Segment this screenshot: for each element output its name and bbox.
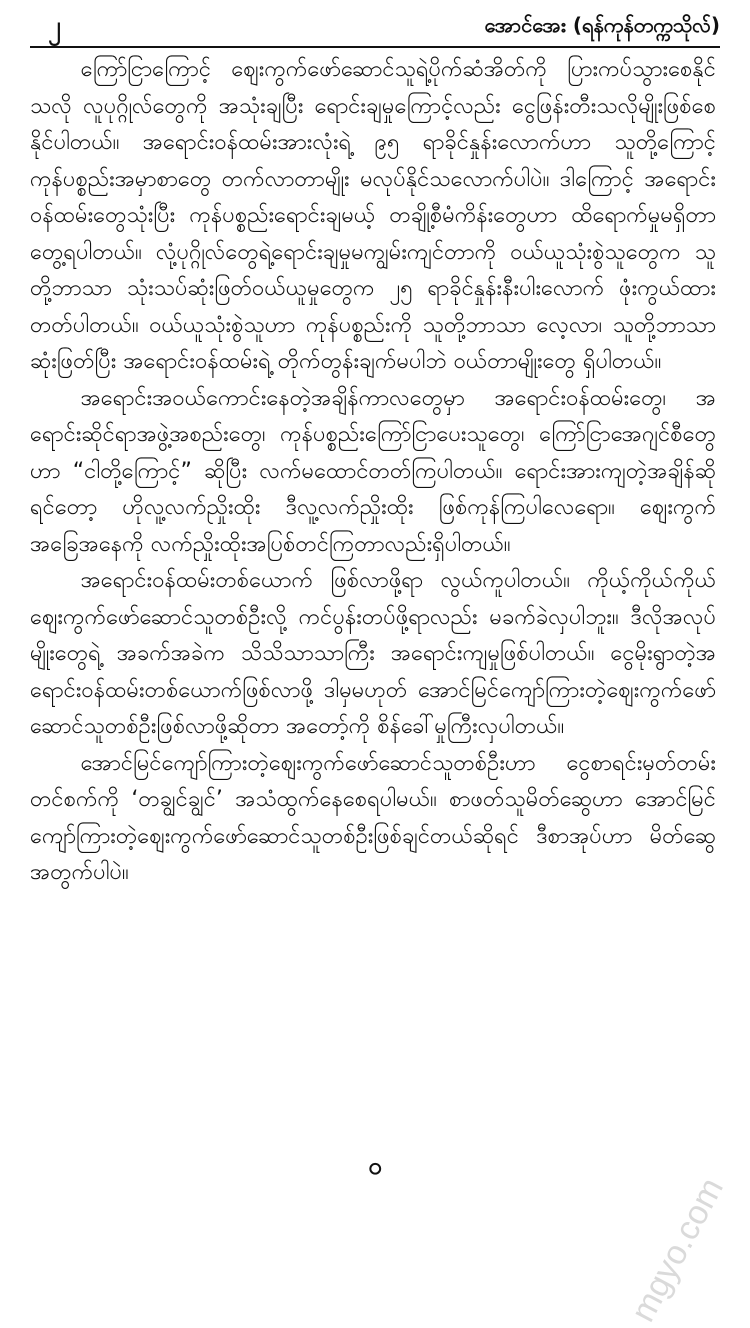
watermark: mgyo.com [623,1171,732,1328]
body-text [30,52,716,892]
page-number: ၂ [48,11,61,41]
paragraph: အရောင်းဝန်ထမ်းတစ်ယောက် ဖြစ်လာဖို့ရာ လွယ်ကူပါတယ်။ ကိုယ့်ကိုယ်ကိုယ် ဈေးကွက်ဖော်ဆောင်သူတစ်ဦးလို့ ကင်ပွန်းတပ်ဖို့ရာလည်း မခက်ခဲလှပါဘူး။ ဒီလိုအလုပ်မျိုးတွေရဲ့ အခက်အခဲက သိသိသာသာကြီး အရောင်းကျမှုဖြစ်ပါတယ်။ ငွေမိုးရွာတဲ့အရောင်းဝန်ထမ်းတစ်ယောက်ဖြစ်လာဖို့ ဒါမှမဟုတ် အောင်မြင်ကျော်ကြားတဲ့ဈေးကွက်ဖော်ဆောင်သူတစ်ဦးဖြစ်လာဖို့ဆိုတာ အတော့်ကို စိန်ခေါ်မှုကြီးလှပါတယ်။ [30,568,716,739]
header-rule [30,46,720,48]
running-head: အောင်အေး (ရန်ကုန်တက္ကသိုလ်) [484,13,720,37]
paragraph: ကြော်ငြာကြောင့် ဈေးကွက်ဖော်ဆောင်သူရဲ့ပိုက်ဆံအိတ်ကို ပြားကပ်သွားစေနိုင်သလို လူပုဂ္ဂိုလ်တွေကို အသုံးချပြီး ရောင်းချမှုကြောင့်လည်း ငွေဖြန်းတီးသလိုမျိုးဖြစ်စေနိုင်ပါတယ်။ အရောင်းဝန်ထမ်းအားလုံးရဲ့ ၉၅ ရာခိုင်နှုန်းလောက်ဟာ သူတို့ကြောင့် ကုန်ပစ္စည်းအမှာစာတွေ တက်လာတာမျိုး မလုပ်နိုင်သလောက်ပါပဲ။ ဒါကြောင့် အရောင်းဝန်ထမ်းတွေသုံးပြီး ကုန်ပစ္စည်းရောင်းချမယ့် တချို့စီမံကိန်းတွေဟာ ထိရောက်မှုမရှိတာ တွေ့ရပါတယ်။ လုံ့ပုဂ္ဂိုလ်တွေရဲ့ရောင်းချမှုမကျွမ်းကျင်တာကို ဝယ်ယူသုံးစွဲသူတွေက သူတို့ဘာသာ သုံးသပ်ဆုံးဖြတ်ဝယ်ယူမှုတွေက ၂၅ ရာခိုင်နှုန်းနီးပါးလောက် ဖုံးကွယ်ထားတတ်ပါတယ်။ ဝယ်ယူသုံးစွဲသူဟာ ကုန်ပစ္စည်းကို သူတို့ဘာသာ လေ့လာ၊ သူတို့ဘာသာ ဆုံးဖြတ်ပြီး အရောင်းဝန်ထမ်းရဲ့ တိုက်တွန်းချက်မပါဘဲ ဝယ်တာမျိုးတွေ ရှိပါတယ်။ [30,57,716,374]
page-folio: ၀ [368,1152,382,1180]
paragraph: အရောင်းအဝယ်ကောင်းနေတဲ့အချိန်ကာလတွေမှာ အရောင်းဝန်ထမ်းတွေ၊ အရောင်းဆိုင်ရာအဖွဲ့အစည်းတွေ၊ ကုန်ပစ္စည်းကြော်ငြာပေးသူတွေ၊ ကြော်ငြာအေဂျင်စီတွေဟာ “ငါတို့ကြောင့်” ဆိုပြီး လက်မထောင်တတ်ကြပါတယ်။ ရောင်းအားကျတဲ့အချိန်ဆိုရင်တော့ ဟိုလူ့လက်ညှိုးထိုး ဒီလူ့လက်ညှိုးထိုး ဖြစ်ကုန်ကြပါလေရော။ ဈေးကွက်အခြေအနေကို လက်ညှိုးထိုးအပြစ်တင်ကြတာလည်းရှိပါတယ်။ [30,385,716,557]
paragraph: အောင်မြင်ကျော်ကြားတဲ့ဈေးကွက်ဖော်ဆောင်သူတစ်ဦးဟာ ငွေစာရင်းမှတ်တမ်းတင်စက်ကို ‘တချွင်ချွင်’ အသံထွက်နေစေရပါမယ်။ စာဖတ်သူမိတ်ဆွေဟာ အောင်မြင်ကျော်ကြားတဲ့ဈေးကွက်ဖော်ဆောင်သူတစ်ဦးဖြစ်ချင်တယ်ဆိုရင် ဒီစာအုပ်ဟာ မိတ်ဆွေအတွက်ပါပဲ။ [30,750,716,885]
page-header [30,8,720,42]
